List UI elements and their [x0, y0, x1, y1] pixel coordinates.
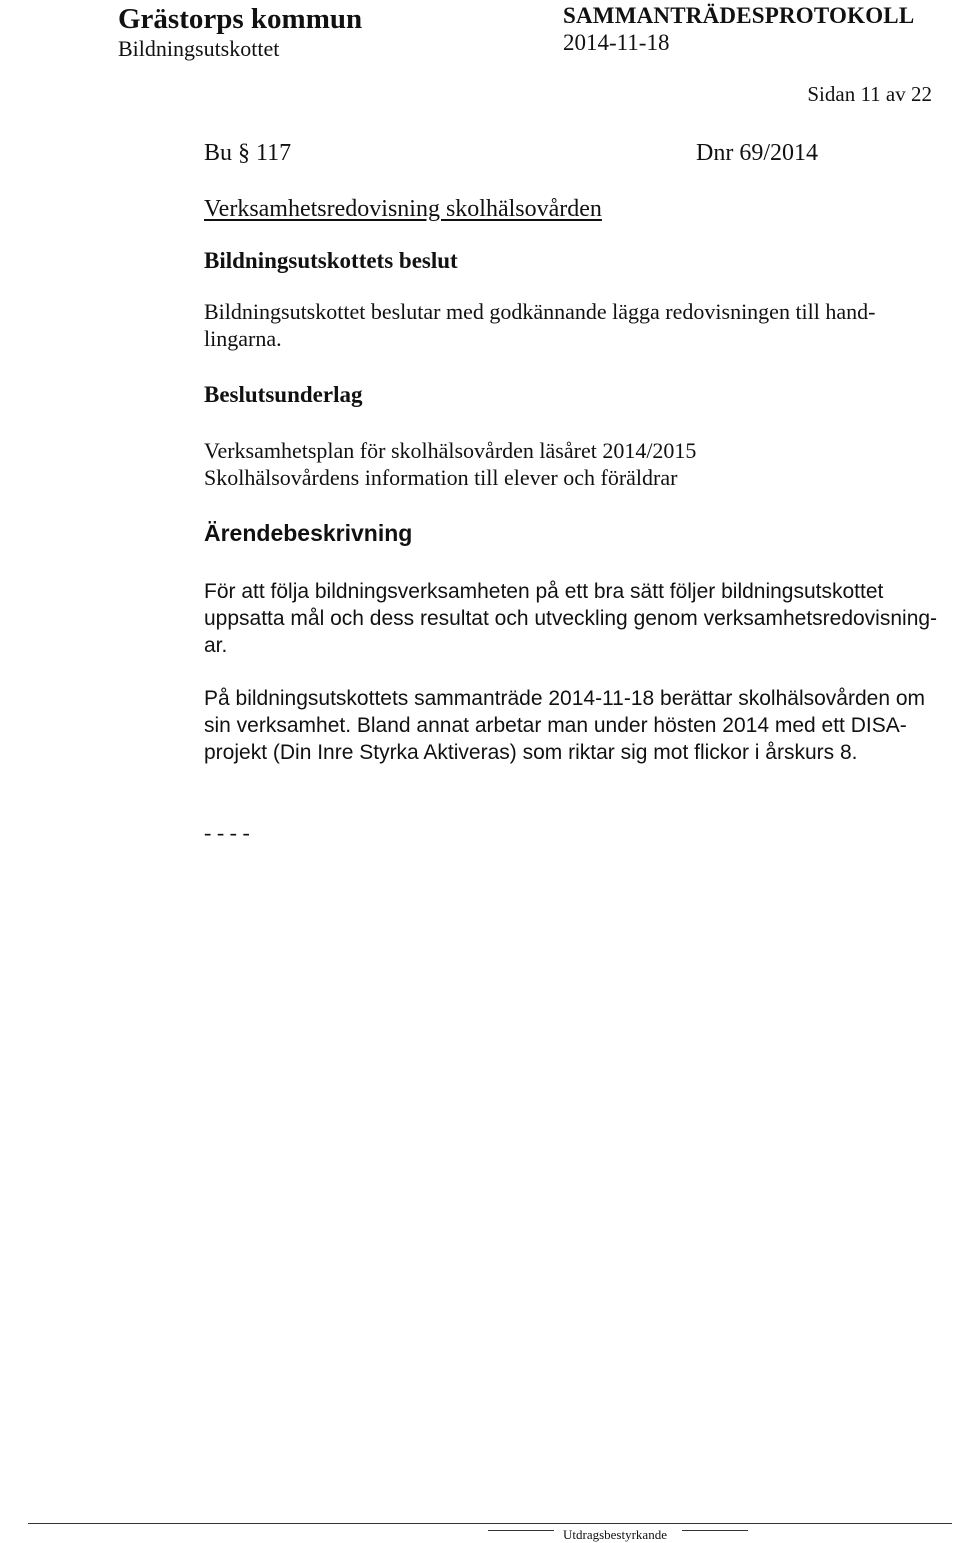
page-number: Sidan 11 av 22: [807, 82, 932, 106]
diary-number: Dnr 69/2014: [696, 140, 818, 166]
decision-line: Bildningsutskottet beslutar med godkännande lägga redovisningen till hand-: [204, 299, 876, 324]
basis-heading: Beslutsunderlag: [204, 382, 363, 407]
basis-list: [204, 437, 696, 491]
case-description-line: För att följa bildningsverksamheten på ett bra sätt följer bildningsutskottet: [204, 580, 884, 603]
decision-heading: Bildningsutskottets beslut: [204, 248, 458, 273]
signature-line: [682, 1530, 748, 1531]
case-description-heading: Ärendebeskrivning: [204, 520, 413, 546]
decision-text: [204, 298, 875, 352]
case-description-line: uppsatta mål och dess resultat och utveckling genom verksamhetsredovisning-: [204, 607, 938, 630]
case-description-line: ar.: [204, 634, 228, 657]
case-description-paragraph: [204, 685, 925, 766]
decision-line: lingarna.: [204, 326, 282, 351]
case-description-line: På bildningsutskottets sammanträde 2014-11-18 berättar skolhälsovården om: [204, 687, 926, 710]
signature-line: [488, 1530, 554, 1531]
case-description-line: projekt (Din Inre Styrka Aktiveras) som riktar sig mot flickor i årskurs 8.: [204, 741, 858, 764]
case-description-line: sin verksamhet. Bland annat arbetar man under hösten 2014 med ett DISA-: [204, 714, 907, 737]
footer-label: Utdragsbestyrkande: [563, 1527, 667, 1542]
meeting-date: 2014-11-18: [563, 30, 670, 55]
paragraph-subject: Verksamhetsredovisning skolhälsovården: [204, 196, 602, 222]
footer-divider: [28, 1523, 952, 1524]
end-marker: - - - -: [204, 820, 250, 845]
case-description-paragraph: [204, 578, 937, 659]
basis-item: Verksamhetsplan för skolhälsovården läsåret 2014/2015: [204, 438, 697, 463]
organization-name: Grästorps kommun: [118, 3, 363, 35]
paragraph-number: Bu § 117: [204, 140, 292, 166]
department-name: Bildningsutskottet: [118, 36, 280, 61]
basis-item: Skolhälsovårdens information till elever och föräldrar: [204, 465, 678, 490]
document-type: SAMMANTRÄDESPROTOKOLL: [563, 3, 915, 28]
